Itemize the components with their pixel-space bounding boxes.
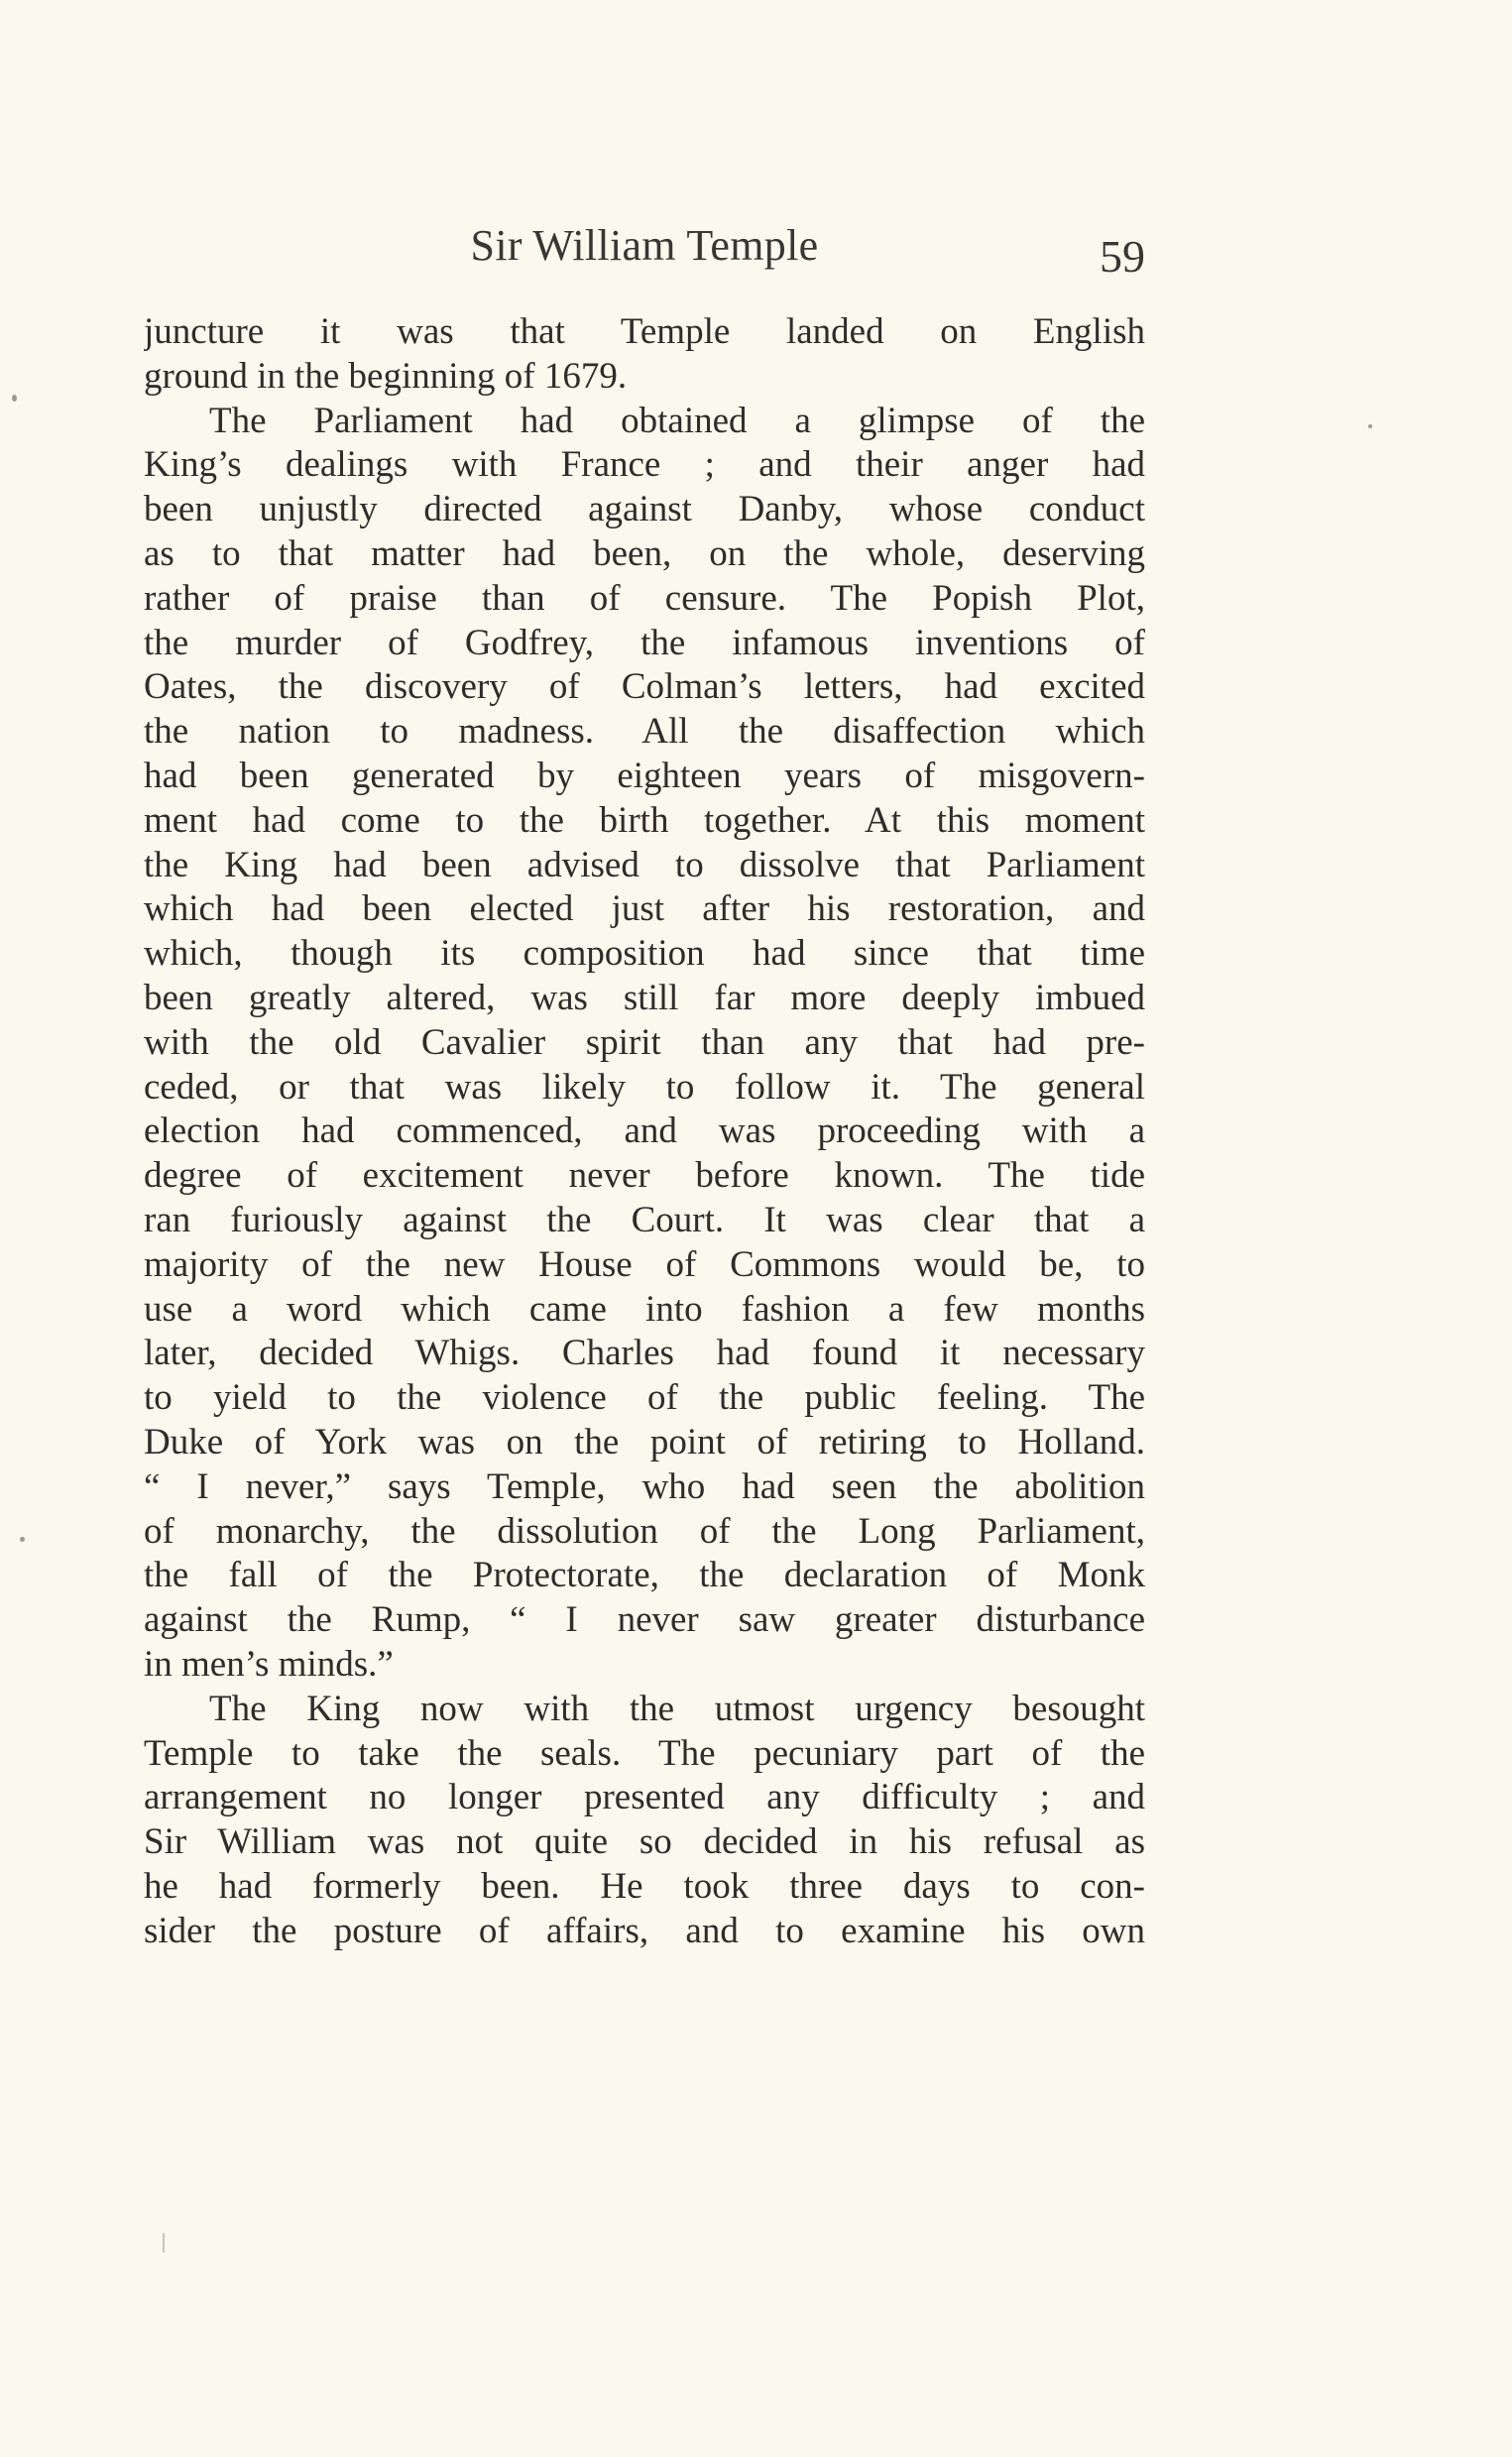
text-line: to yield to the violence of the public feeling. The bbox=[144, 1377, 1145, 1419]
running-head bbox=[144, 220, 1145, 290]
text-line: sider the posture of affairs, and to examine his own bbox=[144, 1910, 1145, 1951]
text-line: he had formerly been. He took three days to con- bbox=[144, 1865, 1145, 1907]
text-line: “ I never,” says Temple, who had seen the abolition bbox=[144, 1465, 1145, 1507]
text-line: King’s dealings with France ; and their anger had bbox=[144, 444, 1145, 486]
running-title: Sir William Temple bbox=[470, 221, 819, 270]
paper-speck bbox=[20, 1537, 25, 1542]
text-line: in men’s minds.” bbox=[144, 1643, 394, 1685]
page-number: 59 bbox=[1100, 231, 1145, 282]
text-line: arrangement no longer presented any difficulty ; and bbox=[144, 1777, 1145, 1818]
text-line: later, decided Whigs. Charles had found it necessary bbox=[144, 1333, 1145, 1374]
text-line: Sir William was not quite so decided in his refusal as bbox=[144, 1821, 1145, 1863]
text-line: against the Rump, “ I never saw greater disturbance bbox=[144, 1599, 1145, 1641]
text-line: the murder of Godfrey, the infamous inventions of bbox=[144, 622, 1145, 663]
text-line: Temple to take the seals. The pecuniary part of the bbox=[144, 1732, 1145, 1774]
text-line: ment had come to the birth together. At this moment bbox=[144, 799, 1145, 841]
text-line: Oates, the discovery of Colman’s letters, had excited bbox=[144, 666, 1145, 708]
text-line: with the old Cavalier spirit than any that had pre- bbox=[144, 1021, 1145, 1063]
paper-speck bbox=[12, 395, 17, 402]
text-line: rather of praise than of censure. The Popish Plot, bbox=[144, 577, 1145, 619]
text-line: degree of excitement never before known. The tide bbox=[144, 1155, 1145, 1197]
body-text bbox=[144, 310, 1145, 1953]
text-line: of monarchy, the dissolution of the Long Parliament, bbox=[144, 1510, 1145, 1552]
paragraph-start-line: The King now with the utmost urgency besought bbox=[209, 1688, 1145, 1729]
text-line: election had commenced, and was proceeding with a bbox=[144, 1111, 1145, 1152]
text-line: been greatly altered, was still far more deeply imbued bbox=[144, 977, 1145, 1018]
paragraph-start-line: The Parliament had obtained a glimpse of the bbox=[209, 400, 1145, 441]
text-line: which, though its composition had since that time bbox=[144, 933, 1145, 975]
paper-speck bbox=[1368, 424, 1372, 428]
text-line: ran furiously against the Court. It was clear that a bbox=[144, 1199, 1145, 1240]
text-line: ceded, or that was likely to follow it. The general bbox=[144, 1066, 1145, 1108]
text-line: had been generated by eighteen years of misgovern- bbox=[144, 755, 1145, 796]
text-line: the King had been advised to dissolve that Parliament bbox=[144, 844, 1145, 885]
text-line: majority of the new House of Commons would be, to bbox=[144, 1243, 1145, 1285]
text-line: use a word which came into fashion a few months bbox=[144, 1288, 1145, 1330]
text-line: the nation to madness. All the disaffection which bbox=[144, 711, 1145, 753]
text-line: as to that matter had been, on the whole, deserving bbox=[144, 532, 1145, 574]
text-line: Duke of York was on the point of retiring to Holland. bbox=[144, 1421, 1145, 1462]
text-line: ground in the beginning of 1679. bbox=[144, 355, 628, 397]
text-line: juncture it was that Temple landed on English bbox=[144, 311, 1145, 352]
text-line: been unjustly directed against Danby, whose conduct bbox=[144, 489, 1145, 530]
paper-speck bbox=[163, 2233, 165, 2253]
text-line: which had been elected just after his restoration, and bbox=[144, 888, 1145, 930]
text-line: the fall of the Protectorate, the declaration of Monk bbox=[144, 1555, 1145, 1596]
